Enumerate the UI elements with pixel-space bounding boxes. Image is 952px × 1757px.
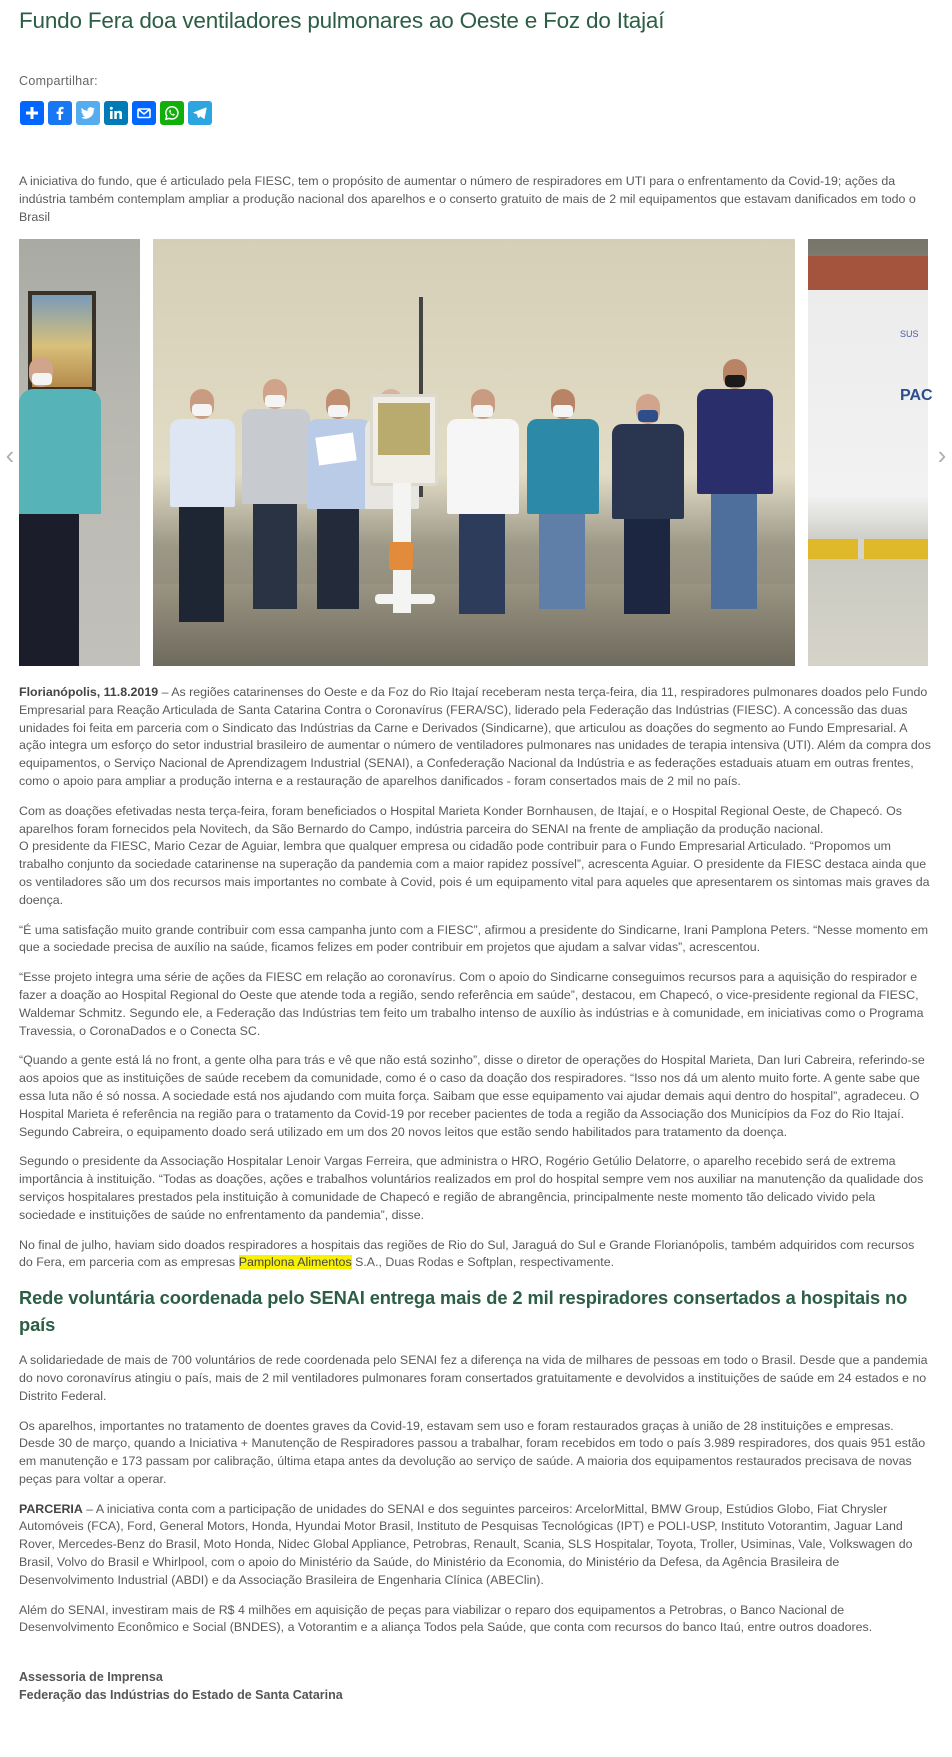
signature bbox=[19, 1669, 931, 1704]
person bbox=[443, 389, 523, 619]
share-buttons bbox=[20, 101, 212, 125]
carousel-next-button[interactable] bbox=[932, 440, 952, 470]
person bbox=[238, 379, 313, 614]
paragraph: PARCERIA – A iniciativa conta com a participação de unidades do SENAI e dos seguintes parceiros: ArcelorMittal, BMW Group, Estúdios Globo, Fiat Chrysler Automóveis (FCA), Ford, General Motors, Honda, Hyundai Motor Brasil, Instituto de Pesquisas Tecnológicas (IPT) e POLI-USP, Instituto Votorantim, Jaguar Land Rover, Mercedes-Benz do Brasil, Moto Honda, Nidec Global Appliance, Petrobras, Renault, Scania, SLS Hospitalar, Toyota, Troller, Usiminas, Vale, Volkswagen do Brasil, Volvo do Brasil e Whirlpool, com o apoio do Ministério da Saúde, do Ministério da Economia, do Ministério da Defesa, da Agência Brasileira de Desenvolvimento Industrial (ABDI) e da Associação Brasileira de Engenharia Clínica (ABEClin). bbox=[19, 1501, 913, 1587]
highlighted-text: Pamplona Alimentos bbox=[238, 1255, 352, 1270]
article-lead: A iniciativa do fundo, que é articulado pela FIESC, tem o propósito de aumentar o número de respiradores em UTI para o enfrentamento da Covid-19; ações da indústria também contemplam ampliar a produção nacional dos aparelhos e o conserto gratuito de mais de 2 mil equipamentos que estavam danificados em todo o Brasil bbox=[19, 174, 916, 224]
email-icon bbox=[136, 105, 152, 121]
paragraph: Com as doações efetivadas nesta terça-feira, foram beneficiados o Hospital Marieta Konder Bornhausen, de Itajaí, e o Hospital Regional Oeste, de Chapecó. Os aparelhos foram fornecidos pela Novitech, da São Bernardo do Campo, indústria parceira do SENAI na frente de ampliação da produção nacional. O presidente da FIESC, Mario Cezar de Aguiar, lembra que qualquer empresa ou cidadão pode contribuir para o Fundo Empresarial Articulado. “Propomos um trabalho conjunto da sociedade catarinense na superação da pandemia com a maior rapidez possível”, acrescenta Aguiar. O presidente da FIESC destaca ainda que os ventiladores são um dos recursos mais importantes no combate à Covid, pois é um equipamento vital para aqueles que apresentarem os sintomas mais graves da doença. bbox=[19, 803, 930, 907]
plus-icon bbox=[24, 105, 40, 121]
ventilator bbox=[370, 394, 438, 486]
paragraph: Além do SENAI, investiram mais de R$ 4 milhões em aquisição de peças para viabilizar o reparo dos equipamentos a Petrobras, o Banco Nacional de Desenvolvimento Econômico e Social (BNDES), a Votorantim e a aliança Todos pela Saúde, que conta com recursos do banco Itaú, entre outros doadores. bbox=[19, 1602, 873, 1635]
article-body bbox=[19, 684, 931, 1704]
paragraph: Os aparelhos, importantes no tratamento de doentes graves da Covid-19, estavam sem uso e foram restaurados graças à união de 28 instituições e empresas. Desde 30 de março, quando a Iniciativa + Manutenção de Respiradores passou a trabalhar, foram recebidos em todo o país 3.989 respiradores, dos quais 951 estão em manutenção e 173 passam por calibração, última etapa antes da devolução ao serviço de saúde. A maioria dos equipamentos restaurados precisava de novas peças para voltar a operar. bbox=[19, 1418, 926, 1486]
person bbox=[693, 359, 778, 619]
whatsapp-icon bbox=[164, 105, 180, 121]
signature-line: Assessoria de Imprensa bbox=[19, 1670, 163, 1685]
share-linkedin-button[interactable] bbox=[104, 101, 128, 125]
paragraph: “Quando a gente está lá no front, a gente olha para trás e vê que não está sozinho”, disse o diretor de operações do Hospital Marieta, Dan Iuri Cabreira, referindo-se aos apoios que as instituições de saúde recebem da comunidade, como é o caso da doação dos respiradores. “Isso nos dá um alento muito forte. A gente sabe que essa luta não é só nossa. A sociedade está nos ajudando com muita força. Saibam que esse equipamento vai ajudar demais aqui dentro do hospital”, agradeceu. O Hospital Marieta é referência na região para o tratamento da Covid-19 por receber pacientes de toda a região da Associação dos Municípios da Foz do Rio Itajaí. Segundo Cabreira, o equipamento doado será utilizado em um dos 20 novos leitos que estão sendo habilitados para tratamento da doença. bbox=[19, 1053, 925, 1139]
vehicle-logo: PAC bbox=[900, 387, 933, 404]
paragraph: A solidariedade de mais de 700 voluntários de rede coordenada pelo SENAI fez a diferença na vida de milhares de pessoas em todo o Brasil. Desde que a pandemia do novo coronavírus atingiu o país, mais de 2 mil ventiladores pulmonares foram consertados gratuitamente e devolvidos a instituições de saúde em 24 estados e no Distrito Federal. bbox=[19, 1353, 928, 1403]
paragraph: “É uma satisfação muito grande contribuir com essa campanha junto com a FIESC”, afirmou a presidente do Sindicarne, Irani Pamplona Peters. “Nesse momento em que a sociedade precisa de auxílio na saúde, ficamos felizes em poder contribuir em projetos que ajudam a salvar vidas”, acrescentou. bbox=[19, 922, 929, 955]
paragraph: No final de julho, haviam sido doados respiradores a hospitais das regiões de Rio do Sul, Jaraguá do Sul e Grande Florianópolis, também adquiridos com recursos do Fera, em parceria com as empresas Pamplona Alimentos S.A., Duas Rodas e Softplan, respectivamente. bbox=[19, 1237, 915, 1270]
paragraph: Florianópolis, 11.8.2019 – As regiões catarinenses do Oeste e da Foz do Rio Itajaí receberam nesta terça-feira, dia 11, respiradores pulmonares doados pelo Fundo Empresarial para Reação Articulada de Santa Catarina Contra o Coronavírus (FERA/SC), liderado pela Federação das Indústrias (FIESC). A concessão das duas unidades foi feita em parceria com o Sindicato das Indústrias da Carne e Derivados (Sindicarne), que articulou as doações do segmento ao Fundo Empresarial. A ação integra um esforço do setor industrial brasileiro de aumentar o número de ventiladores pulmonares nas unidades de terapia intensiva (UTI). Além da compra dos equipamentos, o Serviço Nacional de Aprendizagem Industrial (SENAI), a Confederação Nacional da Indústria e as federações estaduais atuam em outras frentes, como o apoio para ampliar a produção interna e a restauração de aparelhos danificados - foram consertados mais de 2 mil no país. bbox=[19, 685, 931, 788]
signature-line: Federação das Indústrias do Estado de Santa Catarina bbox=[19, 1687, 343, 1702]
share-telegram-button[interactable] bbox=[188, 101, 212, 125]
vehicle-label: SUS bbox=[900, 329, 919, 339]
carousel-slide-previous[interactable] bbox=[19, 239, 140, 666]
chevron-right-icon: › bbox=[937, 439, 947, 470]
chevron-left-icon: ‹ bbox=[5, 439, 15, 470]
share-whatsapp-button[interactable] bbox=[160, 101, 184, 125]
person bbox=[608, 394, 688, 619]
linkedin-icon bbox=[108, 105, 124, 121]
paragraph-label: PARCERIA bbox=[19, 1501, 83, 1516]
article-title: Fundo Fera doa ventiladores pulmonares ao Oeste e Foz do Itajaí bbox=[19, 8, 665, 33]
share-addtoany-button[interactable] bbox=[20, 101, 44, 125]
carousel-slide-next[interactable] bbox=[808, 239, 933, 666]
share-twitter-button[interactable] bbox=[76, 101, 100, 125]
carousel-slide-current[interactable] bbox=[153, 239, 795, 666]
twitter-icon bbox=[80, 105, 96, 121]
paragraph: “Esse projeto integra uma série de ações da FIESC em relação ao coronavírus. Com o apoio do Sindicarne conseguimos recursos para a aquisição do respirador e fazer a doação ao Hospital Regional do Oeste que atende toda a região, sendo referência em saúde”, destacou, em Chapecó, o vice-presidente regional da FIESC, Waldemar Schmitz. Segundo ele, a Federação das Indústrias tem feito um trabalho intenso de auxílio às indústrias e à comunidade, em iniciativas como o Programa Travessia, o CoronaDados e o Conecta SC. bbox=[19, 970, 924, 1038]
facebook-icon bbox=[52, 105, 68, 121]
section-heading: Rede voluntária coordenada pelo SENAI entrega mais de 2 mil respiradores consertados a hospitais no país bbox=[19, 1287, 908, 1336]
dateline: Florianópolis, 11.8.2019 bbox=[19, 685, 159, 699]
share-email-button[interactable] bbox=[132, 101, 156, 125]
carousel-prev-button[interactable] bbox=[0, 440, 20, 470]
share-label: Compartilhar: bbox=[19, 74, 98, 88]
share-facebook-button[interactable] bbox=[48, 101, 72, 125]
telegram-icon bbox=[192, 105, 208, 121]
paragraph: Segundo o presidente da Associação Hospitalar Lenoir Vargas Ferreira, que administra o HRO, Rogério Getúlio Delatorre, o aparelho recebido será de extrema importância à instituição. “Todas as doações, ações e trabalhos voluntários realizados em prol do hospital sempre vem nos auxiliar na manutenção da qualidade dos serviços hospitalares prestados pela instituição à comunidade de Chapecó e região de abrangência, principalmente neste momento tão delicado vivido pela sociedade e instituições de saúde no enfrentamento da pandemia”, disse. bbox=[19, 1154, 924, 1222]
person bbox=[523, 389, 603, 614]
person bbox=[165, 389, 240, 624]
